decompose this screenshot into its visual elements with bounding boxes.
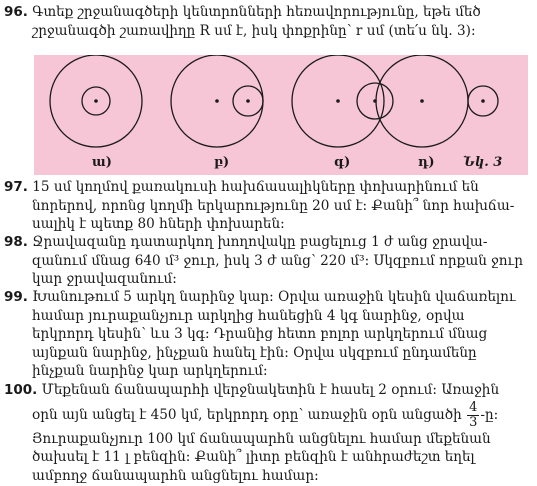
- problem-98: [4, 233, 530, 289]
- label-b: բ): [214, 155, 230, 170]
- problem-text: շրջանագծի շառավիղը R սմ է, իսկ փոքրինը՝ r սմ (տե՛ս նկ. 3):: [32, 22, 476, 39]
- problem-text: -ը:: [480, 406, 499, 423]
- problem-text: զանում մնաց 640 մ³ ջուր, իսկ 3 ժ անց՝ 220 մ³: Սկզբում որքան ջուր: [32, 252, 523, 269]
- problem-99: [4, 288, 530, 381]
- fraction-numerator: 4: [469, 399, 478, 415]
- problem-text: 15 սմ կողմով քառակուսի հախճասալիկները փոխարինում են: [32, 179, 479, 195]
- problem-number: 99.: [4, 289, 28, 305]
- problem-number: 97.: [4, 179, 28, 195]
- problem-text: օրն այն անցել է 450 կմ, երկրորդ օրը՝ առաջին օրն անցածի: [32, 406, 462, 423]
- problem-text: Յուրաքանչյուր 100 կմ ճանապարհն անցնելու համար մեքենան: [32, 430, 491, 447]
- problem-text: համար յուրաքանչյուր արկղից հանեցին 4 կգ նարինջ, օրվա: [32, 307, 465, 324]
- problem-text: կար ջրավազանում:: [32, 271, 177, 288]
- problem-text: Գտեք շրջանագծերի կենտրոնների հեռավորությունը, եթե մեծ: [32, 4, 481, 20]
- problem-text: Ջրավազանը դատարկող խողովակը բացելուց 1 ժ անց ջրավա-: [32, 234, 488, 250]
- fraction-denominator: 3: [469, 414, 478, 430]
- problem-text: ինչքան նարինջ կար արկղերում:: [32, 363, 268, 380]
- fraction: [467, 401, 479, 430]
- problem-text: այնքան նարինջ, ինչքան հանել էին: Օրվա սկզբում ընդամենը: [32, 344, 477, 361]
- label-a: ա): [92, 155, 112, 170]
- label-d: դ): [418, 155, 435, 170]
- problem-100: [4, 381, 530, 485]
- problem-text: նորերով, որոնց կողմի երկարությունը 20 սմ է: Քանի՞ նոր հախճա-: [32, 197, 515, 214]
- label-c: գ): [334, 155, 351, 170]
- circles-figure: [34, 55, 528, 175]
- problem-text: ամբողջ ճանապարհն անցնելու համար:: [32, 467, 319, 484]
- problem-text: սալիկ է պետք 80 հների փոխարեն:: [32, 216, 285, 233]
- circles-diagram: [34, 55, 528, 175]
- problem-number: 96.: [4, 4, 28, 20]
- problem-text: Խանութում 5 արկղ նարինջ կար: Օրվա առաջին կեսին վաճառելու: [32, 289, 516, 305]
- figure-caption: Նկ. 3: [463, 155, 503, 170]
- problem-text: Մեքենան ճանապարհի վերջնակետին է հասել 2 օրում: Առաջին: [41, 382, 500, 398]
- problem-96: [4, 3, 530, 40]
- problem-number: 100.: [4, 382, 38, 398]
- problem-text: ծախսել է 11 լ բենզին: Քանի՞ լիտր բենզին է անհրաժեշտ եղել: [32, 449, 475, 466]
- problem-97: [4, 178, 530, 234]
- problem-text: երկրորդ կեսին՝ ևս 3 կգ: Դրանից հետո բոլոր արկղերում մնաց: [32, 326, 488, 343]
- problem-number: 98.: [4, 234, 28, 250]
